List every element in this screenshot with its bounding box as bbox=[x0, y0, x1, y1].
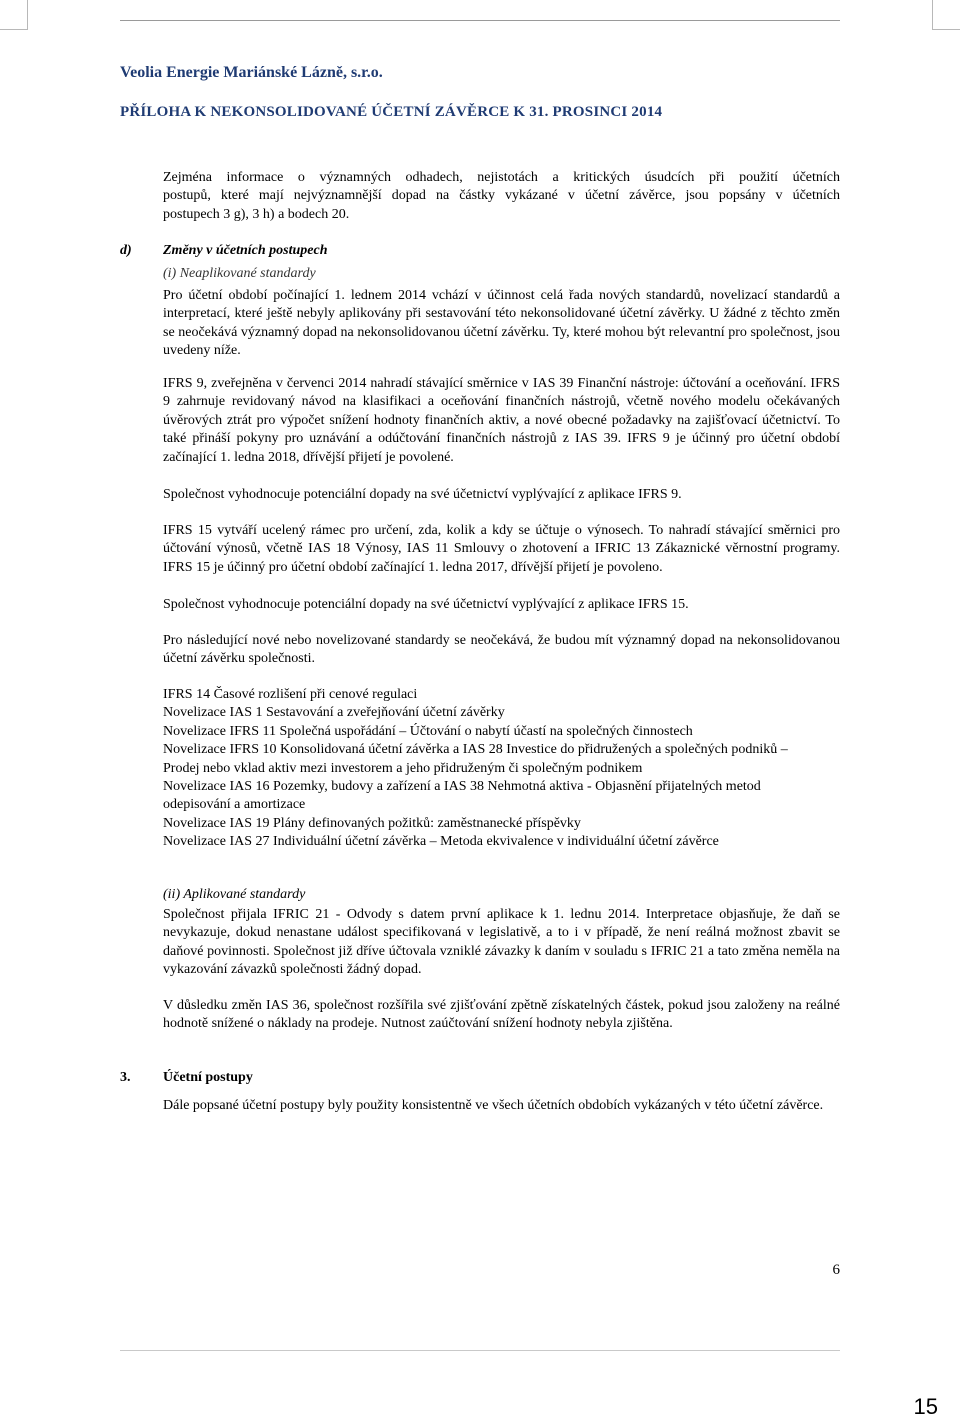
subsection-applied-standards: (ii) Aplikované standardy bbox=[163, 887, 306, 902]
sheet-number: 15 bbox=[913, 1394, 938, 1419]
document-subtitle: PŘÍLOHA K NEKONSOLIDOVANÉ ÚČETNÍ ZÁVĚRCE K 31. PROSINCI 2014 bbox=[120, 104, 663, 120]
section-3-number: 3. bbox=[120, 1070, 131, 1085]
list-item: Novelizace IAS 16 Pozemky, budovy a zařízení a IAS 38 Nehmotná aktiva - Objasnění přijatelných metod odepisování a amortizace bbox=[163, 779, 761, 813]
company-name: Veolia Energie Mariánské Lázně, s.r.o. bbox=[120, 64, 383, 81]
intro-line-1: Zejména informace o významných odhadech, nejistotách a kritických úsudcích při použití účetních bbox=[163, 170, 840, 185]
intro-line-3: postupech 3 g), 3 h) a bodech 20. bbox=[163, 207, 350, 222]
paragraph-no-significant-impact: Pro následující nové nebo novelizované standardy se neočekává, že budou mít významný dopad na nekonsolidovanou účetní závěrku společnosti. bbox=[163, 633, 840, 667]
list-item: Novelizace IFRS 11 Společná uspořádání – Účtování o nabytí účastí na společných činnostech bbox=[163, 723, 693, 739]
page-number: 6 bbox=[832, 1262, 840, 1278]
page-corner-mark-left bbox=[0, 0, 28, 30]
list-item: Novelizace IFRS 10 Konsolidovaná účetní závěrka a IAS 28 Investice do přidružených a společných podniků – Prodej nebo vklad aktiv mezi investorem a jeho přidruženým či společným podnikem bbox=[163, 742, 788, 776]
subsection-unapplied-standards: (i) Neaplikované standardy bbox=[163, 266, 316, 281]
section-d-letter: d) bbox=[120, 243, 132, 258]
list-item: Novelizace IAS 27 Individuální účetní závěrka – Metoda ekvivalence v individuální účetní závěrce bbox=[163, 834, 719, 850]
paragraph-ifrs9: IFRS 9, zveřejněna v červenci 2014 nahradí stávající směrnice v IAS 39 Finanční nástroje: účtování a oceňování. IFRS 9 zahrnuje revidovaný návod na klasifikaci a oceňování finančních nástrojů, včetně nového modelu očekávaných úvěrových ztrát pro výpočet snížení hodnoty finančních aktiv, a nové obecné požadavky na zajišťovací účetnictví. To také přináší pokyny pro uznávání a odúčtování finančních nástrojů z IAS 39. IFRS 9 je účinný pro účetní období začínající 1. ledna 2018, dřívější přijetí je povolené. bbox=[163, 376, 840, 465]
paragraph-ifrs15: IFRS 15 vytváří ucelený rámec pro určení, zda, kolik a kdy se účtuje o výnosech. To nahradí stávající směrnici pro účtování výnosů, včetně IAS 18 Výnosy, IAS 11 Smlouvy o zhotovení a IFRIC 13 Zákaznické věrnostní programy. IFRS 15 je účinný pro účetní období začínající 1. ledna 2017, dřívější přijetí je povoleno. bbox=[163, 523, 840, 575]
paragraph-accounting-policies: Dále popsané účetní postupy byly použity konsistentně ve všech účetních obdobích vykázaných v této účetní závěrce. bbox=[163, 1098, 824, 1113]
header-rule bbox=[120, 20, 840, 21]
list-item: Novelizace IAS 1 Sestavování a zveřejňování účetní závěrky bbox=[163, 705, 505, 721]
page-corner-mark-right bbox=[932, 0, 960, 30]
section-d-title: Změny v účetních postupech bbox=[163, 243, 328, 258]
paragraph-ias36: V důsledku změn IAS 36, společnost rozšířila své zjišťování zpětně získatelných částek, pokud jsou založeny na reálné hodnotě snížené o náklady na prodeje. Nutnost zaúčtování snížení hodnoty nebyla zjištěna. bbox=[163, 998, 840, 1032]
paragraph-ifrs9-evaluation: Společnost vyhodnocuje potenciální dopady na své účetnictví vyplývající z aplikace IFRS 9. bbox=[163, 487, 682, 502]
intro-line-2: postupů, které mají nejvýznamnější dopad na částky vykázané v účetní závěrce, jsou popsány v účetních bbox=[163, 188, 840, 203]
paragraph-ifric21: Společnost přijala IFRIC 21 - Odvody s datem první aplikace k 1. lednu 2014. Interpretace objasňuje, že daň se nevykazuje, dokud nenastane událost specifikovaná v legislativě, a to i v případě, že není reálná možnost zbavit se daňové povinnosti. Společnost již dříve účtovala vzniklé závazky k daním v souladu s IFRIC 21 a tato změna neměla na vykazování závazků společnosti žádný dopad. bbox=[163, 907, 840, 978]
list-item: IFRS 14 Časové rozlišení při cenové regulaci bbox=[163, 687, 418, 702]
paragraph-ifrs15-evaluation: Společnost vyhodnocuje potenciální dopady na své účetnictví vyplývající z aplikace IFRS 15. bbox=[163, 597, 689, 612]
list-item: Novelizace IAS 19 Plány definovaných požitků: zaměstnanecké příspěvky bbox=[163, 815, 581, 831]
section-3-title: Účetní postupy bbox=[163, 1070, 253, 1085]
standards-list bbox=[163, 686, 813, 852]
paragraph-new-standards: Pro účetní období počínající 1. lednem 2014 vchází v účinnost celá řada nových standardů, novelizací standardů a interpretací, které ještě nebyly aplikovány při sestavování této nekonsolidované účetní závěrky. U žádné z těchto změn se neočekává významný dopad na nekonsolidovanou účetní závěrku. Ty, které mohou být relevantní pro společnost, jsou uvedeny níže. bbox=[163, 288, 840, 359]
footer-rule bbox=[120, 1350, 840, 1351]
